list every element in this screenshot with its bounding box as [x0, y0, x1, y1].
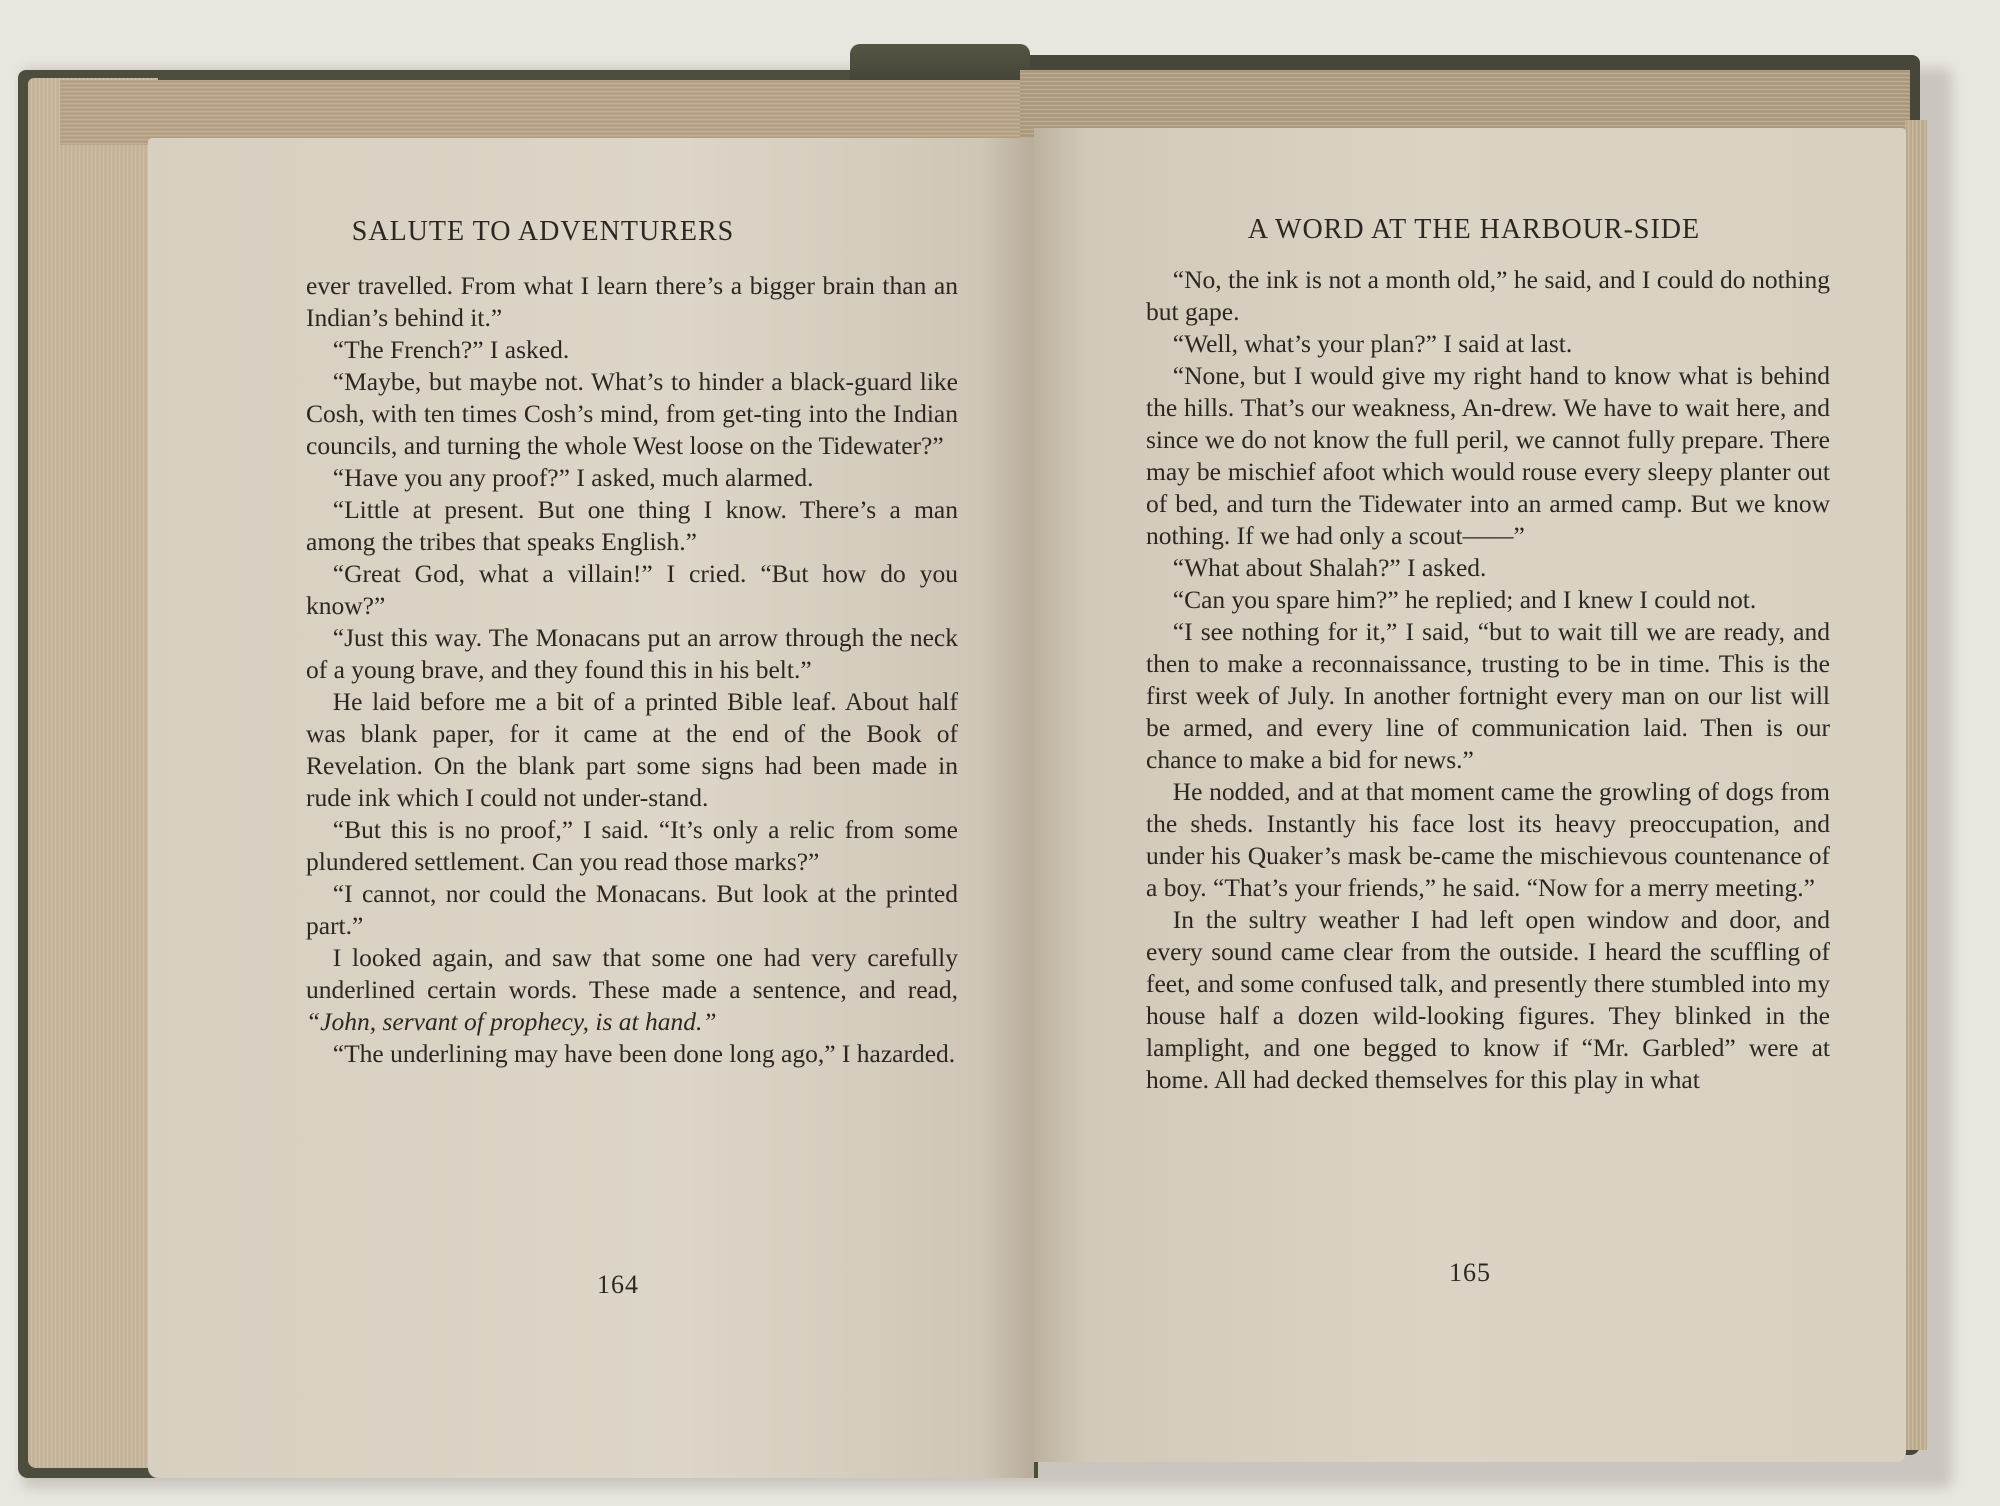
paragraph: “The French?” I asked.: [332, 335, 570, 364]
paragraph: “Maybe, but maybe not. What’s to hinder a black-guard like Cosh, with ten times Cosh’s mind, from get-ting into the Indian councils, and turning the whole West loose on the Tidewater?”: [306, 367, 958, 460]
left-text-block: [306, 270, 958, 1070]
paragraph: “Just this way. The Monacans put an arrow through the neck of a young brave, and they found this in his belt.”: [306, 623, 958, 684]
paragraph: [306, 942, 958, 1038]
page-edges-left: [28, 78, 158, 1468]
paragraph: “Little at present. But one thing I know. There’s a man among the tribes that speaks English.”: [306, 495, 958, 556]
left-page-number: 164: [597, 1270, 639, 1299]
paragraph: “I cannot, nor could the Monacans. But look at the printed part.”: [306, 879, 958, 940]
paragraph: “Well, what’s your plan?” I said at last.: [1172, 329, 1573, 358]
paragraph: “But this is no proof,” I said. “It’s only a relic from some plundered settlement. Can you read those marks?”: [306, 815, 958, 876]
left-running-head: SALUTE TO ADVENTURERS: [351, 216, 735, 247]
paragraph: “None, but I would give my right hand to know what is behind the hills. That’s our weakness, An-drew. We have to wait here, and since we do not know the full peril, we cannot fully prepare. There may be mischief afoot which would rouse every sleepy planter out of bed, and turn the Tidewater into an armed camp. But we know nothing. If we had only a scout——”: [1146, 361, 1830, 550]
paragraph: He nodded, and at that moment came the growling of dogs from the sheds. Instantly his face lost its heavy preoccupation, and under his Quaker’s mask be-came the mischievous countenance of a boy. “That’s your friends,” he said. “Now for a merry meeting.”: [1146, 777, 1830, 902]
paragraph: “I see nothing for it,” I said, “but to wait till we are ready, and then to make a reconnaissance, trusting to be in time. This is the first week of July. In another fortnight every man on our list will be armed, and every line of communication laid. Then is our chance to make a bid for news.”: [1146, 617, 1830, 774]
paragraph: “Have you any proof?” I asked, much alarmed.: [332, 463, 814, 492]
right-page: [1034, 128, 1906, 1462]
paragraph: “What about Shalah?” I asked.: [1172, 553, 1487, 582]
paragraph: “Great God, what a villain!” I cried. “But how do you know?”: [306, 559, 958, 620]
right-running-head: A WORD AT THE HARBOUR-SIDE: [1247, 214, 1701, 245]
paragraph: In the sultry weather I had left open window and door, and every sound came clear from the outside. I heard the scuffling of feet, and some confused talk, and presently there stumbled into my house half a dozen wild-looking figures. They blinked in the lamplight, and one begged to know if “Mr. Garbled” were at home. All had decked themselves for this play in what: [1146, 905, 1830, 1094]
right-page-number: 165: [1449, 1258, 1491, 1287]
page-edges-right: [1905, 120, 1927, 1450]
italic-quotation: “John, servant of prophecy, is at hand.”: [306, 1007, 717, 1036]
paragraph-text: I looked again, and saw that some one had very carefully underlined certain words. These made a sentence, and read,: [306, 943, 958, 1004]
paragraph: He laid before me a bit of a printed Bible leaf. About half was blank paper, for it came at the end of the Book of Revelation. On the blank part some signs had been made in rude ink which I could not under-stand.: [306, 687, 958, 812]
paragraph: “The underlining may have been done long ago,” I hazarded.: [332, 1039, 956, 1068]
left-page: [148, 138, 1034, 1478]
paragraph: “No, the ink is not a month old,” he said, and I could do nothing but gape.: [1146, 265, 1830, 326]
right-text-block: [1146, 264, 1830, 1096]
page-edges-top-left: [60, 80, 1030, 145]
paragraph: “Can you spare him?” he replied; and I knew I could not.: [1172, 585, 1757, 614]
paragraph: ever travelled. From what I learn there’s a bigger brain than an Indian’s behind it.”: [306, 271, 958, 332]
